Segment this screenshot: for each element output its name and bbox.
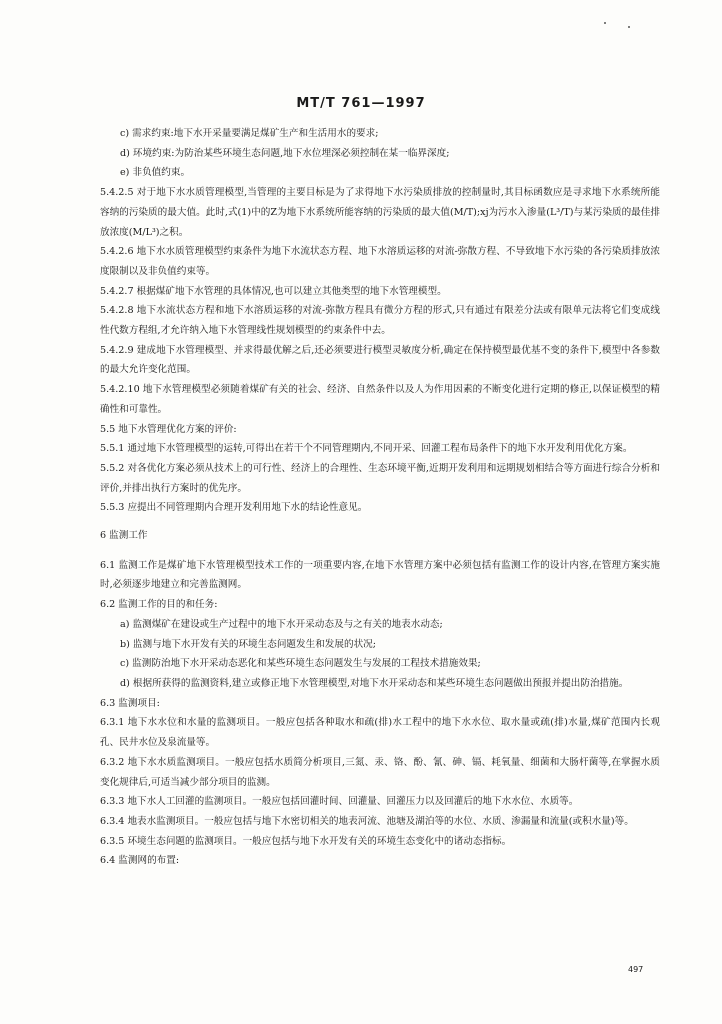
- task-item-d: d) 根据所获得的监测资料,建立或修正地下水管理模型,对地下水开采动态和某些环境生态问题做出预报并提出防治措施。: [120, 677, 629, 689]
- page-number: 497: [628, 965, 644, 974]
- clause-6-3: 6.3 监测项目:: [100, 697, 160, 709]
- clause-6-2: 6.2 监测工作的目的和任务:: [100, 599, 218, 611]
- clause-5-5-1: 5.5.1 通过地下水管理模型的运转,可得出在若干个不同管理期内,不同开采、回灌工程布局条件下的地下水开发利用优化方案。: [100, 443, 633, 455]
- constraint-item-c: c) 需求约束:地下水开采量要满足煤矿生产和生活用水的要求;: [120, 128, 379, 139]
- clause-5-4-2-7: 5.4.2.7 根据煤矿地下水管理的具体情况,也可以建立其他类型的地下水管理模型。: [100, 285, 447, 297]
- document-body: [100, 124, 660, 871]
- standard-code-header: MT/T 761—1997: [296, 96, 426, 111]
- clause-6-3-1: 6.3.1 地下水水位和水量的监测项目。一般应包括各种取水和疏(排)水工程中的地下水水位、取水量或疏(排)水量,煤矿范围内长观孔、民井水位及泉流量等。: [100, 717, 660, 749]
- scan-speck: [604, 22, 606, 24]
- clause-6-3-2: 6.3.2 地下水水质监测项目。一般应包括水质简分析项目,三氮、汞、铬、酚、氰、砷、镉、耗氧量、细菌和大肠杆菌等,在掌握水质变化规律后,可适当减少部分项目的监测。: [100, 756, 660, 788]
- constraint-item-e: e) 非负值约束。: [120, 167, 191, 179]
- clause-6-3-3: 6.3.3 地下水人工回灌的监测项目。一般应包括回灌时间、回灌量、回灌压力以及回灌后的地下水水位、水质等。: [100, 796, 579, 808]
- clause-5-4-2-6: 5.4.2.6 地下水水质管理模型约束条件为地下水流状态方程、地下水溶质运移的对流-弥散方程、不导致地下水污染的各污染质排放浓度限制以及非负值约束等。: [100, 246, 660, 277]
- clause-5-4-2-8: 5.4.2.8 地下水流状态方程和地下水溶质运移的对流-弥散方程具有微分方程的形式,只有通过有限差分法或有限单元法将它们变成线性代数方程组,才允许纳入地下水管理线性规划模型的约束条件中去。: [100, 305, 660, 337]
- section-6-heading: 6 监测工作: [100, 530, 148, 542]
- clause-5-4-2-5: 5.4.2.5 对于地下水水质管理模型,当管理的主要目标是为了求得地下水污染质排放的控制量时,其目标函数应是寻求地下水系统所能容纳的污染质的最大值。此时,式(1)中的Z为地下水系统所能容纳的污染质的最大值(M/T);xj为污水入渗量(L³/T)与某污染质的最佳排放浓度(M/L³)之积。: [100, 187, 660, 238]
- task-item-b: b) 监测与地下水开发有关的环境生态问题发生和发展的状况;: [120, 638, 377, 650]
- clause-6-4: 6.4 监测网的布置:: [100, 855, 180, 867]
- clause-5-5-2: 5.5.2 对各优化方案必须从技术上的可行性、经济上的合理性、生态环境平衡,近期开发利用和远期规划相结合等方面进行综合分析和评价,并排出执行方案时的优先序。: [100, 462, 660, 494]
- clause-6-1: 6.1 监测工作是煤矿地下水管理模型技术工作的一项重要内容,在地下水管理方案中必须包括有监测工作的设计内容,在管理方案实施时,必须逐步地建立和完善监测网。: [100, 559, 660, 591]
- clause-5-5: 5.5 地下水管理优化方案的评价:: [100, 423, 237, 435]
- clause-6-3-5: 6.3.5 环境生态问题的监测项目。一般应包括与地下水开发有关的环境生态变化中的诸动态指标。: [100, 835, 512, 847]
- clause-6-3-4: 6.3.4 地表水监测项目。一般应包括与地下水密切相关的地表河流、池塘及湖泊等的水位、水质、渗漏量和流量(或积水量)等。: [100, 815, 634, 827]
- clause-5-4-2-10: 5.4.2.10 地下水管理模型必须随着煤矿有关的社会、经济、自然条件以及人为作用因素的不断变化进行定期的修正,以保证模型的精确性和可靠性。: [100, 384, 660, 415]
- task-item-a: a) 监测煤矿在建设或生产过程中的地下水开采动态及与之有关的地表水动态;: [120, 618, 443, 630]
- constraint-item-d: d) 环境约束:为防治某些环境生态问题,地下水位埋深必须控制在某一临界深度;: [120, 147, 450, 159]
- scan-speck: [628, 26, 630, 28]
- clause-5-5-3: 5.5.3 应提出不同管理期内合理开发利用地下水的结论性意见。: [100, 502, 368, 514]
- clause-5-4-2-9: 5.4.2.9 建成地下水管理模型、并求得最优解之后,还必须要进行模型灵敏度分析,确定在保持模型最优基不变的条件下,模型中各参数的最大允许变化范围。: [100, 344, 660, 376]
- task-item-c: c) 监测防治地下水开采动态恶化和某些环境生态问题发生与发展的工程技术措施效果;: [120, 658, 481, 670]
